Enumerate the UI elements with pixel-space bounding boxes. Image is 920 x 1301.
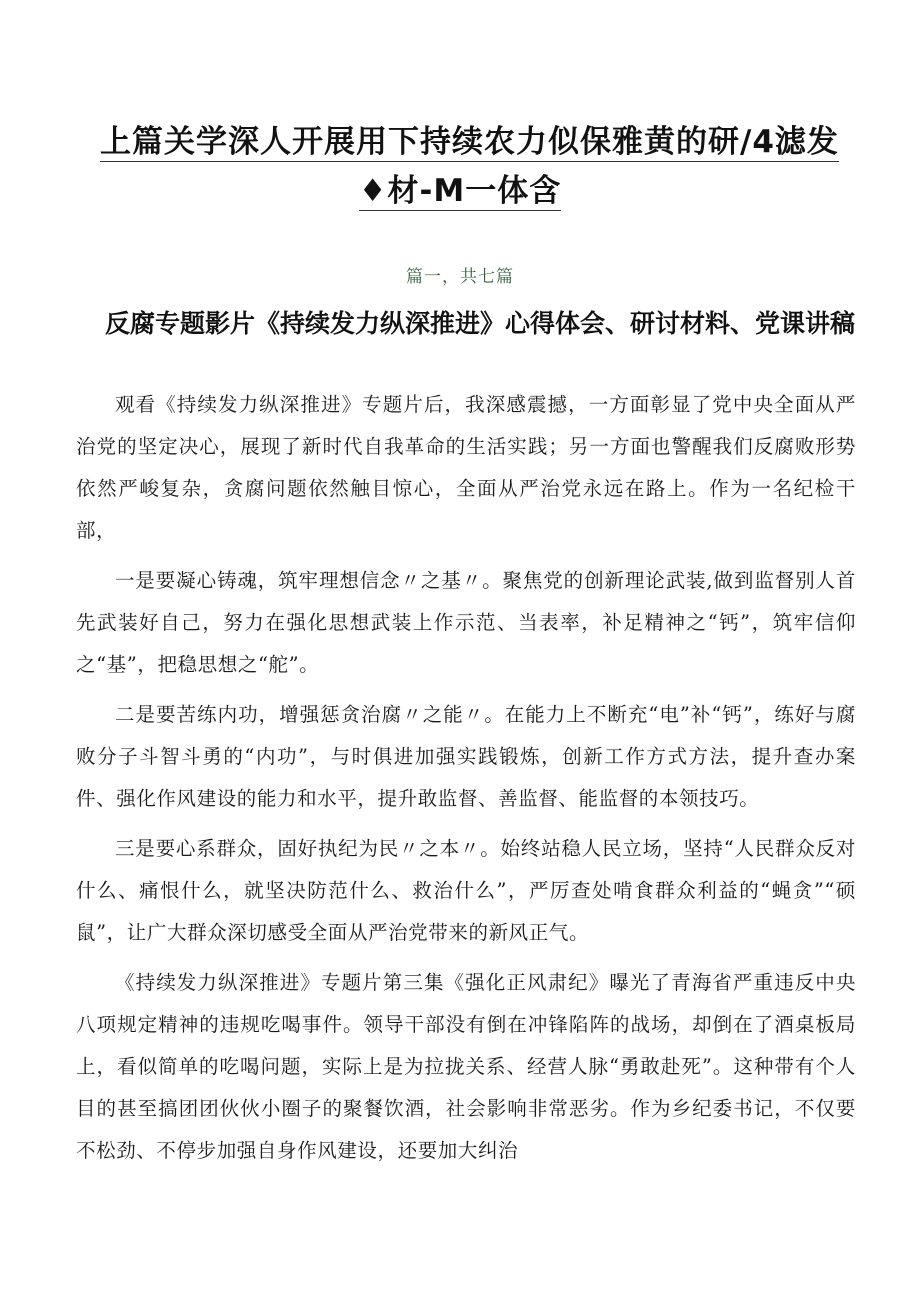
paragraph-point-two: 二是要苦练内功，增强惩贪治腐〃之能〃。在能力上不断充“电”补“钙”，练好与腐败分子斗智斗勇的“内功”，与时俱进加强实践锻炼，创新工作方式方法，提升查办案件、强化作风建设的能力和水平，提升敢监督、善监督、能监督的本领技巧。 — [76, 703, 856, 810]
paragraph-episode-three: 《持续发力纵深推进》专题片第三集《强化正风肃纪》曝光了青海省严重违反中央八项规定精神的违规吃喝事件。领导干部没有倒在冲锋陷阵的战场，却倒在了酒桌板局上，看似简单的吃喝问题，实际上是为拉拢关系、经营人脉“勇敢赴死”。这种带有个人目的甚至搞团团伙伙小圈子的聚餐饮酒，社会影响非常恶劣。作为乡纪委书记，不仅要不松劲、不停步加强自身作风建设，还要加大纠治 — [76, 971, 856, 1162]
paragraph-point-one: 一是要凝心铸魂，筑牢理想信念〃之基〃。聚焦党的创新理论武装,做到监督别人首先武装好自己，努力在强化思想武装上作示范、当表率，补足精神之“钙”，筑牢信仰之“基”，把稳思想之“舵”。 — [76, 569, 856, 676]
document-title-line-2-text: ♦材-M一体含 — [358, 173, 562, 209]
article-body — [76, 384, 856, 1172]
document-title-line-2 — [100, 165, 820, 210]
section-label: 篇一，共七篇 — [406, 267, 514, 287]
document-title-line-1-text: 上篇关学深人开展用下持续农力似保雅黄的研/4滤发 — [100, 124, 839, 160]
document-title-line-1 — [100, 116, 839, 161]
paragraph-intro: 观看《持续发力纵深推进》专题片后，我深感震撼，一方面彰显了党中央全面从严治党的坚定决心，展现了新时代自我革命的生活实践；另一方面也警醒我们反腐败形势依然严峻复杂，贪腐问题依然触目惊心，全面从严治党永远在路上。作为一名纪检干部， — [76, 393, 856, 542]
paragraph-point-three: 三是要心系群众，固好执纪为民〃之本〃。始终站稳人民立场，坚持“人民群众反对什么、痛恨什么，就坚决防范什么、救治什么”，严厉查处啃食群众利益的“蝇贪”“硕鼠”，让广大群众深切感受全面从严治党带来的新风正气。 — [76, 837, 856, 944]
article-heading: 反腐专题影片《持续发力纵深推进》心得体会、研讨材料、党课讲稿 — [104, 309, 855, 338]
